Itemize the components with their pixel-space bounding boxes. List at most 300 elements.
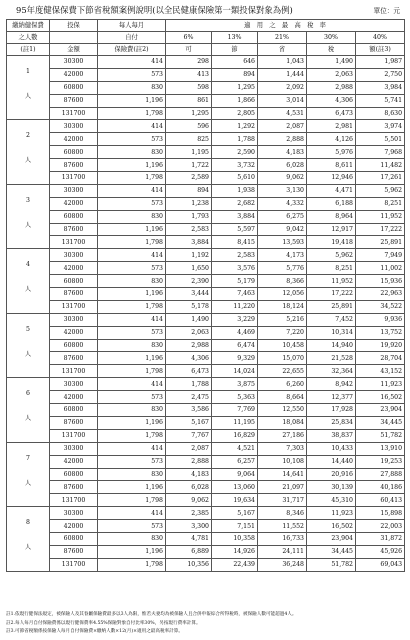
- savings-cell: 5,976: [307, 146, 356, 159]
- savings-cell: 17,222: [307, 288, 356, 301]
- savings-cell: 3,732: [212, 159, 258, 172]
- document-title: 95年度健保保費下節省稅額案例說明(以全民健康保險第一類投保對象為例): [16, 5, 293, 15]
- savings-cell: 11,952: [307, 275, 356, 288]
- footnote-3: 註3.可節省稅額係按保險人每月自付保險費×繳納人數×12(月)×適用之最高稅率計算。: [6, 629, 183, 634]
- table-row: [7, 352, 405, 365]
- savings-cell: 14,641: [258, 468, 307, 481]
- savings-cell: 10,433: [307, 442, 356, 455]
- savings-cell: 8,415: [212, 236, 258, 249]
- savings-cell: 24,111: [258, 545, 307, 558]
- savings-cell: 8,611: [307, 159, 356, 172]
- header-monthly-premium: 每人每月: [98, 20, 166, 32]
- savings-cell: 8,251: [356, 197, 405, 210]
- savings-cell: 4,183: [166, 468, 212, 481]
- premium-cell: 830: [98, 532, 166, 545]
- savings-cell: 861: [166, 94, 212, 107]
- savings-cell: 12,056: [258, 288, 307, 301]
- savings-cell: 40,186: [356, 481, 405, 494]
- savings-cell: 3,884: [212, 210, 258, 223]
- insured-amount-cell: 42000: [50, 133, 98, 146]
- savings-cell: 2,092: [258, 81, 307, 94]
- savings-cell: 28,704: [356, 352, 405, 365]
- savings-cell: 3,984: [356, 81, 405, 94]
- footnote-1: 註1.依現行健保法規定，被保險人及其眷屬保險費最多以3人為限，惟若夫妻均為被保險人且合併申報綜合所得稅時，被保險人數可能超過4人。: [6, 612, 297, 617]
- savings-cell: 11,923: [307, 507, 356, 520]
- premium-cell: 1,798: [98, 107, 166, 120]
- savings-cell: 1,295: [212, 81, 258, 94]
- table-row: [7, 339, 405, 352]
- table-row: [7, 146, 405, 159]
- insured-amount-cell: 60800: [50, 146, 98, 159]
- table-row: [7, 494, 405, 507]
- savings-cell: 14,440: [307, 455, 356, 468]
- savings-cell: 6,889: [166, 545, 212, 558]
- table-row: [7, 532, 405, 545]
- savings-cell: 2,583: [166, 223, 212, 236]
- savings-cell: 2,988: [307, 81, 356, 94]
- savings-cell: 5,962: [356, 184, 405, 197]
- header-row-3: [7, 44, 405, 56]
- savings-cell: 16,502: [356, 391, 405, 404]
- table-row: [7, 236, 405, 249]
- group-count: 4: [26, 261, 30, 269]
- group-count: 5: [26, 325, 30, 333]
- premium-cell: 573: [98, 391, 166, 404]
- savings-cell: 646: [212, 56, 258, 69]
- header-note1: (註1): [7, 44, 50, 56]
- savings-cell: 5,167: [212, 507, 258, 520]
- premium-cell: 830: [98, 210, 166, 223]
- savings-cell: 7,463: [212, 288, 258, 301]
- savings-cell: 1,866: [212, 94, 258, 107]
- insured-amount-cell: 60800: [50, 404, 98, 417]
- savings-cell: 7,769: [212, 404, 258, 417]
- savings-cell: 60,413: [356, 494, 405, 507]
- premium-cell: 1,798: [98, 300, 166, 313]
- savings-cell: 3,300: [166, 520, 212, 533]
- savings-cell: 12,550: [258, 404, 307, 417]
- group-person-label: 人: [24, 479, 32, 487]
- savings-cell: 6,028: [258, 159, 307, 172]
- savings-cell: 2,583: [212, 249, 258, 262]
- savings-cell: 10,358: [212, 532, 258, 545]
- premium-cell: 1,798: [98, 429, 166, 442]
- insured-amount-cell: 30300: [50, 56, 98, 69]
- table-row: [7, 429, 405, 442]
- savings-cell: 18,084: [258, 416, 307, 429]
- table-row: [7, 159, 405, 172]
- savings-cell: 69,043: [356, 558, 405, 571]
- group-count: 7: [26, 454, 30, 462]
- savings-cell: 6,257: [212, 455, 258, 468]
- premium-cell: 830: [98, 81, 166, 94]
- savings-cell: 1,295: [166, 107, 212, 120]
- table-row: [7, 68, 405, 81]
- premium-cell: 414: [98, 56, 166, 69]
- insured-amount-cell: 87600: [50, 481, 98, 494]
- table-row: [7, 442, 405, 455]
- savings-cell: 25,891: [356, 236, 405, 249]
- savings-cell: 5,962: [307, 249, 356, 262]
- group-persons-cell: [7, 184, 50, 248]
- savings-cell: 7,220: [258, 326, 307, 339]
- savings-cell: 11,923: [356, 378, 405, 391]
- group-person-label: 人: [24, 157, 32, 165]
- savings-cell: 5,179: [212, 275, 258, 288]
- header-self-pay: 自付: [98, 32, 166, 44]
- savings-cell: 19,634: [212, 494, 258, 507]
- savings-cell: 25,891: [307, 300, 356, 313]
- premium-cell: 414: [98, 313, 166, 326]
- savings-cell: 20,916: [307, 468, 356, 481]
- savings-cell: 4,332: [258, 197, 307, 210]
- savings-cell: 3,586: [166, 404, 212, 417]
- premium-cell: 573: [98, 197, 166, 210]
- savings-cell: 2,087: [258, 120, 307, 133]
- header-premium-note2: 保險費(註2): [98, 44, 166, 56]
- premium-cell: 573: [98, 326, 166, 339]
- savings-cell: 5,597: [212, 223, 258, 236]
- savings-cell: 1,987: [356, 56, 405, 69]
- savings-cell: 1,195: [166, 146, 212, 159]
- savings-cell: 12,377: [307, 391, 356, 404]
- savings-cell: 2,750: [356, 68, 405, 81]
- insured-amount-cell: 60800: [50, 210, 98, 223]
- rate-6: 6%: [166, 32, 212, 44]
- insured-amount-cell: 30300: [50, 120, 98, 133]
- savings-cell: 2,805: [212, 107, 258, 120]
- savings-cell: 22,655: [258, 365, 307, 378]
- premium-cell: 830: [98, 275, 166, 288]
- table-row: [7, 365, 405, 378]
- table-row: [7, 133, 405, 146]
- savings-cell: 51,782: [356, 429, 405, 442]
- savings-cell: 6,474: [212, 339, 258, 352]
- savings-cell: 5,363: [212, 391, 258, 404]
- group-persons-cell: [7, 120, 50, 184]
- savings-cell: 2,682: [212, 197, 258, 210]
- insured-amount-cell: 30300: [50, 313, 98, 326]
- savings-cell: 10,108: [258, 455, 307, 468]
- savings-cell: 15,070: [258, 352, 307, 365]
- insured-amount-cell: 87600: [50, 94, 98, 107]
- insured-amount-cell: 42000: [50, 262, 98, 275]
- savings-cell: 3,229: [212, 313, 258, 326]
- savings-cell: 598: [166, 81, 212, 94]
- savings-cell: 21,528: [307, 352, 356, 365]
- savings-cell: 8,664: [258, 391, 307, 404]
- savings-cell: 22,439: [212, 558, 258, 571]
- savings-cell: 38,837: [307, 429, 356, 442]
- table-row: [7, 404, 405, 417]
- footnotes: [6, 611, 404, 637]
- savings-cell: 16,733: [258, 532, 307, 545]
- savings-cell: 4,521: [212, 442, 258, 455]
- premium-cell: 1,196: [98, 159, 166, 172]
- savings-cell: 1,444: [258, 68, 307, 81]
- savings-cell: 34,522: [356, 300, 405, 313]
- savings-cell: 43,152: [356, 365, 405, 378]
- group-count: 3: [26, 196, 30, 204]
- table-row: [7, 288, 405, 301]
- premium-cell: 1,798: [98, 494, 166, 507]
- savings-cell: 11,002: [356, 262, 405, 275]
- insured-amount-cell: 42000: [50, 455, 98, 468]
- table-row: [7, 545, 405, 558]
- savings-cell: 1,490: [166, 313, 212, 326]
- premium-cell: 573: [98, 68, 166, 81]
- group-persons-cell: [7, 249, 50, 313]
- savings-cell: 3,576: [212, 262, 258, 275]
- savings-cell: 10,314: [307, 326, 356, 339]
- insured-amount-cell: 131700: [50, 494, 98, 507]
- savings-cell: 18,124: [258, 300, 307, 313]
- header-insured-amount: 投保: [50, 20, 98, 32]
- savings-cell: 11,195: [212, 416, 258, 429]
- savings-cell: 19,418: [307, 236, 356, 249]
- savings-cell: 45,926: [356, 545, 405, 558]
- insured-amount-cell: 42000: [50, 520, 98, 533]
- savings-cell: 1,490: [307, 56, 356, 69]
- insured-amount-cell: 42000: [50, 197, 98, 210]
- table-row: [7, 81, 405, 94]
- group-persons-cell: [7, 313, 50, 377]
- savings-cell: 4,471: [307, 184, 356, 197]
- savings-cell: 22,003: [356, 520, 405, 533]
- savings-cell: 4,531: [258, 107, 307, 120]
- premium-cell: 1,798: [98, 365, 166, 378]
- savings-cell: 7,151: [212, 520, 258, 533]
- savings-cell: 596: [166, 120, 212, 133]
- premium-cell: 573: [98, 520, 166, 533]
- savings-cell: 27,186: [258, 429, 307, 442]
- savings-cell: 5,178: [166, 300, 212, 313]
- rate-13: 13%: [212, 32, 258, 44]
- table-row: [7, 94, 405, 107]
- savings-cell: 14,926: [212, 545, 258, 558]
- savings-cell: 19,920: [356, 339, 405, 352]
- insured-amount-cell: 60800: [50, 81, 98, 94]
- premium-cell: 1,798: [98, 558, 166, 571]
- savings-cell: 9,936: [356, 313, 405, 326]
- savings-cell: 1,043: [258, 56, 307, 69]
- group-persons-cell: [7, 442, 50, 506]
- header-savings-3: 省: [258, 44, 307, 56]
- savings-cell: 7,767: [166, 429, 212, 442]
- premium-cell: 573: [98, 262, 166, 275]
- premium-cell: 1,196: [98, 223, 166, 236]
- savings-cell: 17,928: [307, 404, 356, 417]
- savings-cell: 3,974: [356, 120, 405, 133]
- insured-amount-cell: 60800: [50, 339, 98, 352]
- savings-cell: 32,364: [307, 365, 356, 378]
- header-row-1: [7, 20, 405, 32]
- savings-cell: 7,949: [356, 249, 405, 262]
- table-row: [7, 275, 405, 288]
- table-row: [7, 249, 405, 262]
- savings-cell: 8,366: [258, 275, 307, 288]
- group-person-label: 人: [24, 350, 32, 358]
- savings-cell: 2,390: [166, 275, 212, 288]
- savings-cell: 1,650: [166, 262, 212, 275]
- table-row: [7, 468, 405, 481]
- title-bar: [0, 4, 410, 18]
- tax-savings-table: [6, 19, 405, 572]
- savings-cell: 30,139: [307, 481, 356, 494]
- savings-cell: 34,445: [307, 545, 356, 558]
- savings-cell: 298: [166, 56, 212, 69]
- premium-cell: 1,196: [98, 352, 166, 365]
- premium-cell: 830: [98, 339, 166, 352]
- savings-cell: 413: [166, 68, 212, 81]
- insured-amount-cell: 87600: [50, 416, 98, 429]
- savings-cell: 6,473: [307, 107, 356, 120]
- group-persons-cell: [7, 378, 50, 442]
- insured-amount-cell: 30300: [50, 442, 98, 455]
- savings-cell: 3,875: [212, 378, 258, 391]
- insured-amount-cell: 42000: [50, 391, 98, 404]
- insured-amount-cell: 60800: [50, 275, 98, 288]
- savings-cell: 1,788: [212, 133, 258, 146]
- header-savings-1: 可: [166, 44, 212, 56]
- table-row: [7, 507, 405, 520]
- header-savings-5: 額(註3): [356, 44, 405, 56]
- header-persons: 繳納健保費: [7, 20, 50, 32]
- savings-cell: 3,130: [258, 184, 307, 197]
- insured-amount-cell: 30300: [50, 249, 98, 262]
- savings-cell: 7,968: [356, 146, 405, 159]
- savings-cell: 2,087: [166, 442, 212, 455]
- savings-cell: 5,501: [356, 133, 405, 146]
- insured-amount-cell: 131700: [50, 107, 98, 120]
- savings-cell: 2,589: [166, 172, 212, 185]
- savings-cell: 13,593: [258, 236, 307, 249]
- footnote-2: 註2.每人每月自付保險費係以現行健保費率4.55%保險對象自付比率30%，另按現行費率計算。: [6, 620, 201, 626]
- header-persons-2: 之人數: [7, 32, 50, 44]
- savings-cell: 7,303: [258, 442, 307, 455]
- savings-cell: 2,888: [258, 133, 307, 146]
- savings-cell: 21,097: [258, 481, 307, 494]
- savings-cell: 4,469: [212, 326, 258, 339]
- savings-cell: 7,452: [307, 313, 356, 326]
- insured-amount-cell: 30300: [50, 184, 98, 197]
- group-person-label: 人: [24, 415, 32, 423]
- header-rate-title: 適 用 之 最 高 稅 率: [166, 20, 405, 32]
- savings-cell: 6,188: [307, 197, 356, 210]
- savings-cell: 31,872: [356, 532, 405, 545]
- savings-cell: 6,260: [258, 378, 307, 391]
- group-persons-cell: [7, 507, 50, 571]
- savings-cell: 2,888: [166, 455, 212, 468]
- savings-cell: 9,062: [258, 172, 307, 185]
- savings-cell: 9,329: [212, 352, 258, 365]
- savings-cell: 34,445: [356, 416, 405, 429]
- premium-cell: 830: [98, 146, 166, 159]
- group-count: 6: [26, 390, 30, 398]
- savings-cell: 4,173: [258, 249, 307, 262]
- savings-cell: 17,261: [356, 172, 405, 185]
- savings-cell: 16,502: [307, 520, 356, 533]
- savings-cell: 5,741: [356, 94, 405, 107]
- insured-amount-cell: 30300: [50, 378, 98, 391]
- insured-amount-cell: 42000: [50, 326, 98, 339]
- savings-cell: 10,356: [166, 558, 212, 571]
- premium-cell: 1,798: [98, 172, 166, 185]
- savings-cell: 4,306: [307, 94, 356, 107]
- savings-cell: 8,964: [307, 210, 356, 223]
- savings-cell: 4,781: [166, 532, 212, 545]
- premium-cell: 1,196: [98, 288, 166, 301]
- savings-cell: 6,473: [166, 365, 212, 378]
- group-person-label: 人: [24, 544, 32, 552]
- header-savings-4: 稅: [307, 44, 356, 56]
- savings-cell: 4,183: [258, 146, 307, 159]
- savings-cell: 3,884: [166, 236, 212, 249]
- table-row: [7, 416, 405, 429]
- insured-amount-cell: 131700: [50, 429, 98, 442]
- savings-cell: 2,063: [307, 68, 356, 81]
- header-savings-2: 節: [212, 44, 258, 56]
- savings-cell: 1,238: [166, 197, 212, 210]
- savings-cell: 2,063: [166, 326, 212, 339]
- table-row: [7, 378, 405, 391]
- savings-cell: 12,946: [307, 172, 356, 185]
- savings-cell: 9,062: [166, 494, 212, 507]
- premium-cell: 573: [98, 455, 166, 468]
- savings-cell: 5,610: [212, 172, 258, 185]
- savings-cell: 1,938: [212, 184, 258, 197]
- savings-cell: 36,248: [258, 558, 307, 571]
- savings-cell: 23,904: [307, 532, 356, 545]
- savings-cell: 1,788: [166, 378, 212, 391]
- savings-cell: 825: [166, 133, 212, 146]
- group-count: 1: [26, 68, 30, 75]
- savings-cell: 5,216: [258, 313, 307, 326]
- savings-cell: 10,458: [258, 339, 307, 352]
- table-row: [7, 210, 405, 223]
- table-row: [7, 481, 405, 494]
- savings-cell: 8,346: [258, 507, 307, 520]
- savings-cell: 1,722: [166, 159, 212, 172]
- group-count: 2: [26, 132, 30, 140]
- premium-cell: 1,196: [98, 416, 166, 429]
- premium-cell: 573: [98, 133, 166, 146]
- table-row: [7, 223, 405, 236]
- group-person-label: 人: [24, 286, 32, 294]
- savings-cell: 31,717: [258, 494, 307, 507]
- group-person-label: 人: [24, 93, 32, 100]
- insured-amount-cell: 60800: [50, 532, 98, 545]
- savings-cell: 5,167: [166, 416, 212, 429]
- savings-cell: 894: [166, 184, 212, 197]
- savings-cell: 11,482: [356, 159, 405, 172]
- savings-cell: 45,310: [307, 494, 356, 507]
- insured-amount-cell: 131700: [50, 236, 98, 249]
- savings-cell: 14,024: [212, 365, 258, 378]
- savings-cell: 1,192: [166, 249, 212, 262]
- table-row: [7, 520, 405, 533]
- savings-cell: 15,898: [356, 507, 405, 520]
- savings-cell: 2,590: [212, 146, 258, 159]
- table-row: [7, 172, 405, 185]
- savings-cell: 13,060: [212, 481, 258, 494]
- insured-amount-cell: 131700: [50, 365, 98, 378]
- savings-cell: 2,475: [166, 391, 212, 404]
- savings-cell: 11,952: [356, 210, 405, 223]
- savings-cell: 3,444: [166, 288, 212, 301]
- premium-cell: 414: [98, 249, 166, 262]
- savings-cell: 3,014: [258, 94, 307, 107]
